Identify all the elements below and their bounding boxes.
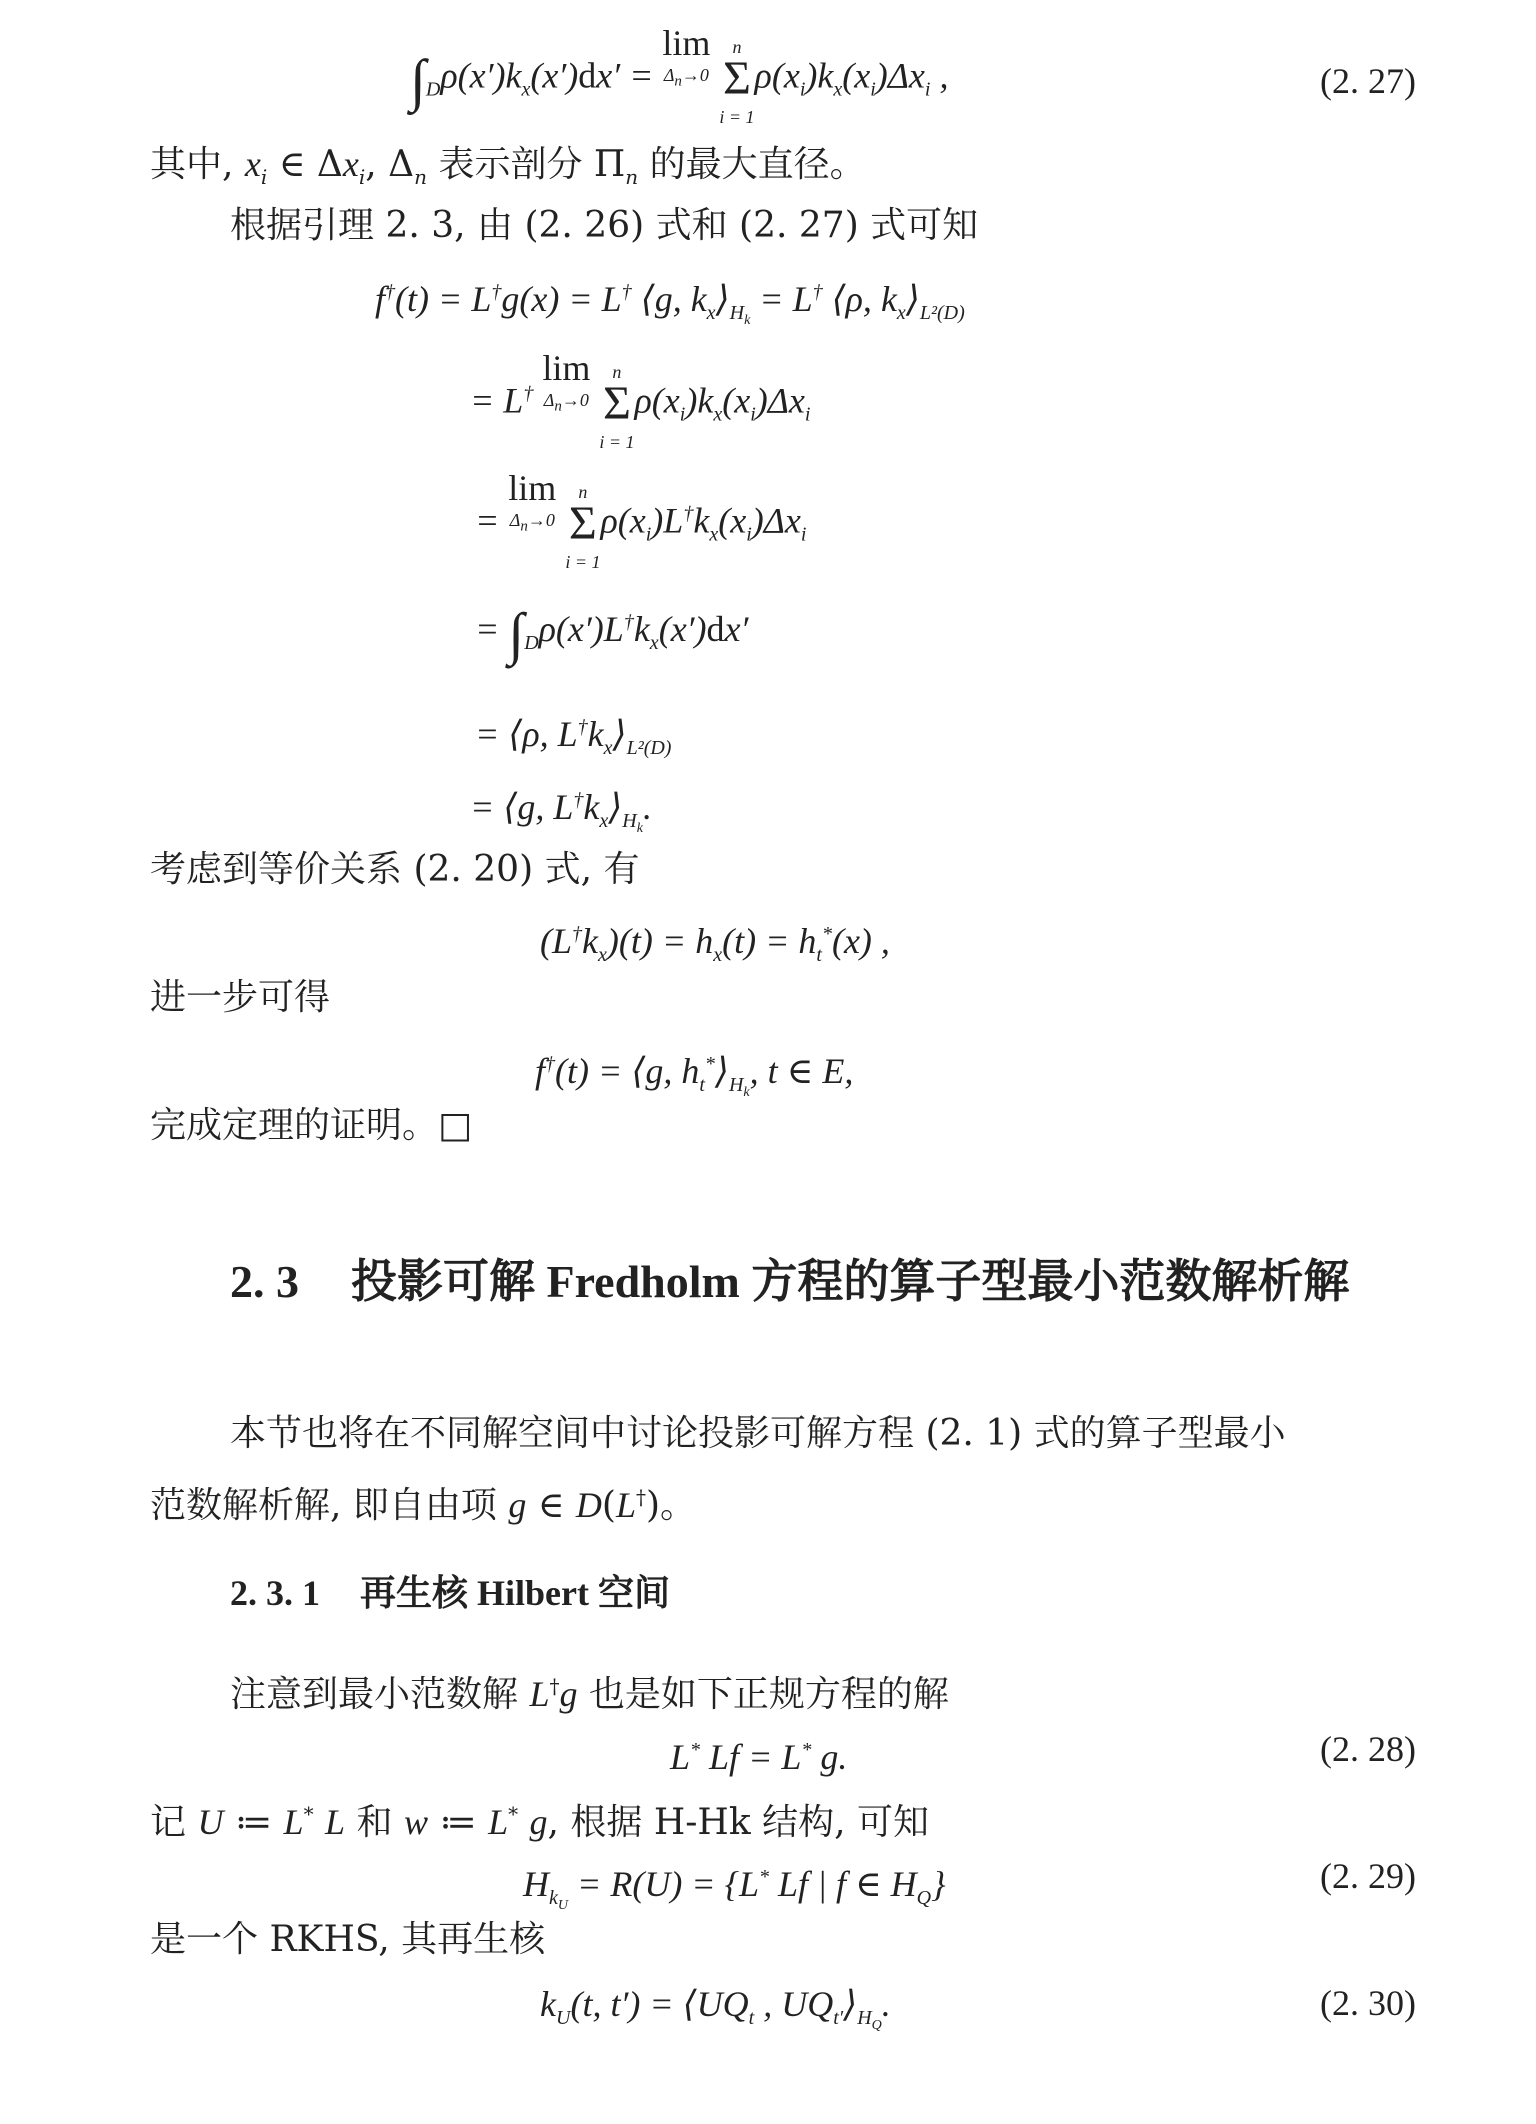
equation-number-2-28: (2. 28) [1320, 1729, 1416, 1769]
equation-number-2-27: (2. 27) [1320, 61, 1416, 101]
derivation-line-4: = $\int_D\rho(x')L^\dagger k_x(x')dx'$ [475, 601, 749, 666]
text-equiv: 考虑到等价关系 (2. 20) 式, 有 [150, 849, 640, 890]
derivation-line-5: = ⟨ρ, $L^\dagger k_x⟩_{L^2(D)}$ [475, 714, 672, 760]
subsection-number: 2. 3. 1 [230, 1573, 320, 1613]
para-intro-line-2: 范数解析解, 即自由项 g ∈ D(L†)。 [150, 1485, 697, 1526]
para-normal: 注意到最小范数解 L†g 也是如下正规方程的解 [230, 1674, 949, 1715]
equation-2-27: $\int_D\rho(x')k_x(x')dx' = \lim$ $\Delta_n\to 0$ n Σ $i = 1\rho(x_i)k_x(x_i)\Delta x_i$ , [410, 23, 949, 127]
equation-final: f†(t) = ⟨g, $h_t^*⟩_{H_k}$, t ∈ E, [535, 1051, 854, 1101]
equation-2-30: $k_U(t$, $t') = ⟨UQ_t$ , $UQ_{t'}⟩_{H_Q}$. [540, 1984, 891, 2034]
derivation-line-6: = ⟨g, $L^\dagger k_x⟩_{H_k}$. [470, 787, 652, 837]
text-qed: 完成定理的证明。□ [150, 1105, 473, 1146]
text-define: 记 U ≔ L* L 和 w ≔ L* g, 根据 H-Hk 结构, 可知 [150, 1802, 929, 1843]
derivation-line-1: f†(t) = L†g(x) = L† ⟨g, $k_x⟩_{H_k} = L^\dagger$ ⟨ρ, $k_x⟩_{L^2(D)}$ [375, 279, 965, 329]
text-lemma: 根据引理 2. 3, 由 (2. 26) 式和 (2. 27) 式可知 [230, 205, 979, 246]
equation-equiv: $(L^\dagger k_x)(t) = h_x(t) = h_t^*(x)$ , [540, 921, 890, 967]
text-further: 进一步可得 [150, 977, 331, 1018]
equation-number-2-29: (2. 29) [1320, 1856, 1416, 1896]
derivation-line-3: = lim $\Delta_n\to 0$ n Σ $i = 1\rho(x_i)L^\dagger k_x(x_i)\Delta x_i$ [475, 468, 807, 572]
subsection-heading [230, 1565, 670, 1616]
text-where: 其中, $x_i$ ∈ $\Delta x_i$, $\Delta_n$ 表示剖分 $\Pi_n$ 的最大直径。 [150, 144, 866, 190]
para-intro-line-1: 本节也将在不同解空间中讨论投影可解方程 (2. 1) 式的算子型最小 [230, 1413, 1286, 1454]
section-heading [230, 1245, 1349, 1311]
section-title: 投影可解 Fredholm 方程的算子型最小范数解析解 [351, 1256, 1350, 1307]
equation-number-2-30: (2. 30) [1320, 1983, 1416, 2023]
derivation-line-2: = L† lim $\Delta_n\to 0$ n Σ $i = 1\rho(x_i)k_x(x_i)\Delta x_i$ [470, 348, 811, 452]
equation-2-29: $H_{k_U} = R(U) = \{L^*$ Lf | f ∈ $H_Q$} [523, 1864, 946, 1914]
section-number: 2. 3 [230, 1256, 299, 1307]
equation-2-28: L* Lf = L* g. [670, 1737, 848, 1777]
text-rkhs: 是一个 RKHS, 其再生核 [150, 1919, 546, 1960]
subsection-title: 再生核 Hilbert 空间 [360, 1573, 670, 1613]
